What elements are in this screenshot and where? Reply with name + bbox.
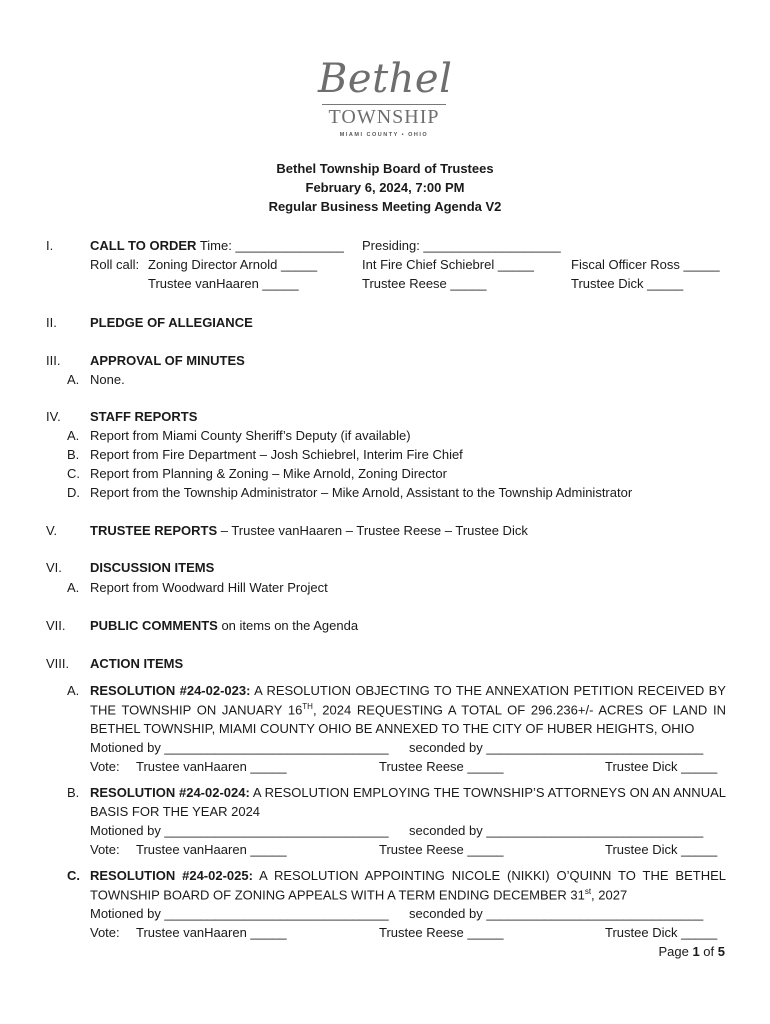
page-current: 1: [692, 944, 700, 959]
item-letter: B.: [67, 447, 80, 462]
section-title: DISCUSSION ITEMS: [90, 560, 215, 575]
page-of: of: [703, 944, 715, 959]
section-number: I.: [46, 238, 54, 253]
item-letter: A.: [67, 372, 80, 387]
call-to-order-line: [90, 238, 344, 253]
vote-label: Vote:: [90, 842, 120, 857]
superscript: st: [584, 887, 592, 896]
item-text: Report from the Township Administrator – Mike Arnold, Assistant to the Township Administrator: [90, 485, 633, 500]
vote-vanhaaren: Trustee vanHaaren _____: [136, 759, 287, 774]
roll-dick: Trustee Dick _____: [571, 276, 684, 291]
logo-township-text: TOWNSHIP: [328, 106, 440, 128]
section-rest: – Trustee vanHaaren – Trustee Reese – Trustee Dick: [217, 523, 528, 538]
roll-vanhaaren: Trustee vanHaaren _____: [148, 276, 299, 291]
item-text: Report from Miami County Sheriff’s Deputy (if available): [90, 428, 411, 443]
seconded-by: seconded by ______________________________: [409, 906, 704, 921]
motioned-by: Motioned by _______________________________: [90, 906, 389, 921]
vote-dick: Trustee Dick _____: [605, 759, 718, 774]
item-text: Report from Fire Department – Josh Schiebrel, Interim Fire Chief: [90, 447, 463, 462]
vote-dick: Trustee Dick _____: [605, 842, 718, 857]
item-text: Report from Planning & Zoning – Mike Arnold, Zoning Director: [90, 466, 447, 481]
section-title: PUBLIC COMMENTS: [90, 618, 218, 633]
resolution-id: RESOLUTION #24-02-025:: [90, 868, 253, 883]
section-number: V.: [46, 523, 58, 538]
item-letter: A.: [67, 580, 80, 595]
resolution-id: RESOLUTION #24-02-023:: [90, 683, 251, 698]
seconded-by: seconded by ______________________________: [409, 823, 704, 838]
resolution-text: , 2024 REQUESTING A TOTAL OF 296.236+/- ACRES OF LAND IN: [312, 702, 726, 718]
section-number: VIII.: [46, 656, 70, 671]
page-label: Page: [658, 944, 689, 959]
resolution-b-line1: [90, 785, 726, 800]
logo-county-text: MIAMI COUNTY • OHIO: [339, 132, 429, 138]
roll-fire: Int Fire Chief Schiebrel _____: [362, 257, 534, 272]
resolution-a-line1: [90, 683, 726, 698]
vote-reese: Trustee Reese _____: [379, 842, 504, 857]
superscript: TH: [302, 702, 313, 711]
item-letter: A.: [67, 683, 80, 698]
page-number: [658, 944, 725, 959]
public-comments-line: [90, 618, 358, 633]
item-letter: D.: [67, 485, 80, 500]
item-letter: C.: [67, 868, 80, 883]
item-letter: A.: [67, 428, 80, 443]
section-title: PLEDGE OF ALLEGIANCE: [90, 315, 253, 330]
roll-zoning: Zoning Director Arnold _____: [148, 257, 318, 272]
item-letter: B.: [67, 785, 80, 800]
resolution-text: A RESOLUTION APPOINTING NICOLE (NIKKI) O’QUINN TO THE BETHEL: [259, 868, 726, 883]
roll-call-label: Roll call:: [90, 257, 140, 272]
vote-dick: Trustee Dick _____: [605, 925, 718, 940]
page-total: 5: [717, 944, 725, 959]
resolution-text: TOWNSHIP BOARD OF ZONING APPEALS WITH A TERM ENDING DECEMBER 31: [90, 887, 585, 903]
trustee-reports-line: [90, 523, 528, 538]
item-text: Report from Woodward Hill Water Project: [90, 580, 328, 595]
section-number: VI.: [46, 560, 62, 575]
section-title: CALL TO ORDER: [90, 238, 197, 253]
section-number: II.: [46, 315, 57, 330]
vote-reese: Trustee Reese _____: [379, 759, 504, 774]
section-title: APPROVAL OF MINUTES: [90, 353, 245, 368]
vote-reese: Trustee Reese _____: [379, 925, 504, 940]
time-field: Time: _______________: [199, 238, 344, 253]
township-logo: [318, 56, 453, 146]
section-number: VII.: [46, 618, 66, 633]
section-rest: on items on the Agenda: [217, 618, 359, 633]
logo-script-text: Bethel: [318, 56, 453, 102]
vote-vanhaaren: Trustee vanHaaren _____: [136, 925, 287, 940]
resolution-text: A RESOLUTION OBJECTING TO THE ANNEXATION PETITION RECEIVED BY: [254, 683, 726, 698]
logo-divider: [322, 104, 446, 105]
item-text: None.: [90, 372, 125, 387]
motioned-by: Motioned by _______________________________: [90, 823, 389, 838]
section-title: ACTION ITEMS: [90, 656, 184, 671]
item-letter: C.: [67, 466, 80, 481]
vote-label: Vote:: [90, 759, 120, 774]
doc-subtitle: Regular Business Meeting Agenda V2: [268, 199, 502, 214]
section-number: IV.: [46, 409, 61, 424]
section-title: STAFF REPORTS: [90, 409, 198, 424]
doc-date: February 6, 2024, 7:00 PM: [305, 180, 465, 195]
doc-title: Bethel Township Board of Trustees: [276, 161, 494, 176]
resolution-c-line1: [90, 868, 726, 883]
resolution-text: THE TOWNSHIP ON JANUARY 16: [90, 702, 303, 718]
resolution-c-line2: [90, 887, 627, 902]
roll-reese: Trustee Reese _____: [362, 276, 487, 291]
vote-label: Vote:: [90, 925, 120, 940]
motioned-by: Motioned by _______________________________: [90, 740, 389, 755]
resolution-id: RESOLUTION #24-02-024:: [90, 785, 250, 800]
resolution-a-line2: [90, 702, 726, 717]
section-title: TRUSTEE REPORTS: [90, 523, 218, 538]
vote-vanhaaren: Trustee vanHaaren _____: [136, 842, 287, 857]
resolution-b-line2: BASIS FOR THE YEAR 2024: [90, 804, 261, 819]
section-number: III.: [46, 353, 61, 368]
resolution-text: A RESOLUTION EMPLOYING THE TOWNSHIP’S ATTORNEYS ON AN ANNUAL: [252, 785, 726, 800]
roll-fiscal: Fiscal Officer Ross _____: [571, 257, 720, 272]
presiding-field: Presiding: ___________________: [362, 238, 561, 253]
seconded-by: seconded by ______________________________: [409, 740, 704, 755]
resolution-text: , 2027: [591, 887, 628, 903]
resolution-a-line3: BETHEL TOWNSHIP, MIAMI COUNTY OHIO BE ANNEXED TO THE CITY OF HUBER HEIGHTS, OHIO: [90, 721, 695, 736]
